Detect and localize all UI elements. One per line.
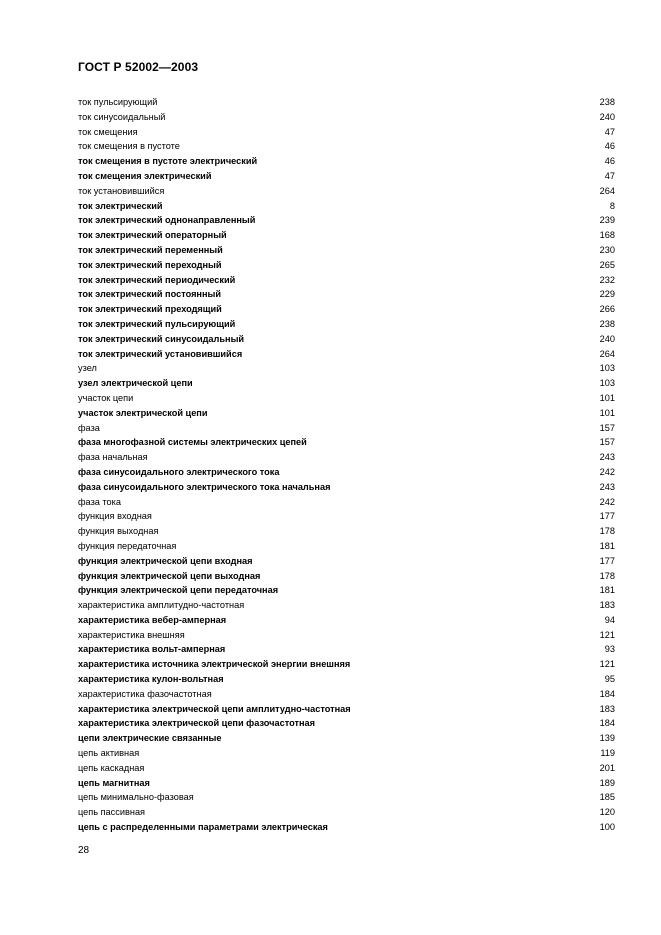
index-page-ref: 93: [604, 644, 615, 655]
document-header: ГОСТ Р 52002—2003: [78, 60, 199, 74]
index-page-ref: 264: [599, 185, 615, 196]
index-page-ref: 157: [599, 422, 615, 433]
alphabetical-index: [78, 95, 615, 835]
index-term: цепь пассивная: [78, 807, 146, 818]
index-term: характеристика источника электрической энергии внешняя: [78, 659, 351, 670]
index-term: ток смещения: [78, 126, 138, 137]
index-entry: [78, 125, 615, 140]
index-term: ток смещения в пустоте: [78, 141, 180, 152]
index-page-ref: 265: [599, 259, 615, 270]
index-entry: [78, 332, 615, 347]
index-term: ток смещения электрический: [78, 170, 212, 181]
index-page-ref: 8: [609, 200, 615, 211]
index-page-ref: 201: [599, 762, 615, 773]
index-page-ref: 94: [604, 614, 615, 625]
index-term: ток пульсирующий: [78, 97, 158, 107]
index-term: фаза начальная: [78, 452, 148, 463]
index-entry: [78, 450, 615, 465]
index-page-ref: 183: [599, 600, 615, 611]
index-page-ref: 101: [599, 407, 615, 418]
index-page-ref: 185: [599, 792, 615, 803]
index-page-ref: 101: [599, 392, 615, 403]
index-entry: [78, 228, 615, 243]
index-entry: [78, 258, 615, 273]
index-page-ref: 240: [599, 111, 615, 122]
index-entry: [78, 628, 615, 643]
index-page-ref: 139: [599, 733, 615, 744]
index-page-ref: 242: [599, 496, 615, 507]
index-term: цепь минимально-фазовая: [78, 792, 194, 803]
index-term: функция передаточная: [78, 540, 177, 551]
index-term: цепь с распределенными параметрами электрическая: [78, 822, 328, 833]
index-entry: [78, 672, 615, 687]
page-number: 28: [78, 845, 90, 856]
index-term: участок электрической цепи: [78, 407, 208, 418]
index-entry: [78, 820, 615, 835]
index-entry: [78, 716, 615, 731]
index-term: участок цепи: [78, 392, 134, 403]
index-entry: [78, 761, 615, 776]
index-page-ref: 168: [599, 230, 615, 241]
index-entry: [78, 287, 615, 302]
index-term: ток электрический операторный: [78, 230, 227, 241]
index-entry: [78, 687, 615, 702]
index-entry: [78, 524, 615, 539]
index-page-ref: 238: [599, 318, 615, 329]
index-entry: [78, 199, 615, 214]
index-entry: [78, 376, 615, 391]
index-term: характеристика электрической цепи фазочастотная: [78, 718, 315, 729]
index-page-ref: 264: [599, 348, 615, 359]
index-term: ток электрический постоянный: [78, 289, 222, 300]
index-page-ref: 46: [604, 141, 615, 152]
index-page-ref: 184: [599, 688, 615, 699]
index-page-ref: 181: [599, 540, 615, 551]
index-term: фаза: [78, 422, 100, 433]
index-entry: [78, 169, 615, 184]
index-entry: [78, 642, 615, 657]
index-entry: [78, 139, 615, 154]
index-entry: [78, 598, 615, 613]
index-page-ref: 232: [599, 274, 615, 285]
index-entry: [78, 554, 615, 569]
index-term: характеристика кулон-вольтная: [78, 674, 224, 685]
index-page-ref: 177: [599, 511, 615, 522]
index-term: цепь активная: [78, 748, 140, 759]
index-page-ref: 238: [599, 97, 615, 107]
index-entry: [78, 539, 615, 554]
index-term: функция выходная: [78, 526, 159, 537]
index-page-ref: 242: [599, 466, 615, 477]
index-entry: [78, 421, 615, 436]
index-term: ток электрический переменный: [78, 244, 223, 255]
index-term: фаза синусоидального электрического тока начальная: [78, 481, 331, 492]
index-term: узел электрической цепи: [78, 378, 193, 389]
index-page-ref: 121: [599, 659, 615, 670]
index-entry: [78, 95, 615, 110]
index-term: фаза многофазной системы электрических цепей: [78, 437, 307, 448]
index-entry: [78, 273, 615, 288]
index-term: ток электрический однонаправленный: [78, 215, 256, 226]
index-page-ref: 121: [599, 629, 615, 640]
index-page-ref: 103: [599, 363, 615, 374]
index-entry: [78, 790, 615, 805]
index-term: характеристика амплитудно-частотная: [78, 600, 245, 611]
index-term: ток синусоидальный: [78, 111, 166, 122]
index-page-ref: 177: [599, 555, 615, 566]
index-term: функция входная: [78, 511, 152, 522]
index-page-ref: 103: [599, 378, 615, 389]
index-term: фаза тока: [78, 496, 121, 507]
index-entry: [78, 361, 615, 376]
index-term: фаза синусоидального электрического тока: [78, 466, 280, 477]
index-page-ref: 100: [599, 822, 615, 833]
index-entry: [78, 243, 615, 258]
index-entry: [78, 569, 615, 584]
index-page-ref: 183: [599, 703, 615, 714]
index-entry: [78, 613, 615, 628]
index-term: характеристика внешняя: [78, 629, 185, 640]
index-term: характеристика вольт-амперная: [78, 644, 226, 655]
index-term: узел: [78, 363, 97, 374]
index-page-ref: 178: [599, 526, 615, 537]
index-page-ref: 184: [599, 718, 615, 729]
index-entry: [78, 495, 615, 510]
index-term: функция электрической цепи выходная: [78, 570, 261, 581]
index-term: цепь каскадная: [78, 762, 145, 773]
index-term: ток электрический: [78, 200, 163, 211]
index-term: ток смещения в пустоте электрический: [78, 156, 258, 167]
index-page-ref: 157: [599, 437, 615, 448]
index-entry: [78, 583, 615, 598]
index-entry: [78, 406, 615, 421]
index-term: функция электрической цепи входная: [78, 555, 253, 566]
index-entry: [78, 391, 615, 406]
index-page-ref: 243: [599, 481, 615, 492]
index-term: ток электрический преходящий: [78, 304, 222, 315]
index-page-ref: 230: [599, 244, 615, 255]
index-entry: [78, 509, 615, 524]
index-term: цепи электрические связанные: [78, 733, 222, 744]
index-page-ref: 47: [604, 170, 615, 181]
index-entry: [78, 731, 615, 746]
index-page-ref: 46: [604, 156, 615, 167]
index-term: характеристика фазочастотная: [78, 688, 212, 699]
index-page-ref: 95: [604, 674, 615, 685]
index-term: ток электрический периодический: [78, 274, 236, 285]
index-term: цепь магнитная: [78, 777, 150, 788]
index-page-ref: 120: [599, 807, 615, 818]
index-term: ток электрический пульсирующий: [78, 318, 236, 329]
index-entry: [78, 184, 615, 199]
index-page-ref: 47: [604, 126, 615, 137]
index-term: ток электрический синусоидальный: [78, 333, 245, 344]
index-entry: [78, 776, 615, 791]
index-entry: [78, 317, 615, 332]
index-term: ток электрический переходный: [78, 259, 222, 270]
index-page-ref: 229: [599, 289, 615, 300]
index-entry: [78, 702, 615, 717]
index-entry: [78, 302, 615, 317]
index-entry: [78, 435, 615, 450]
index-page-ref: 181: [599, 585, 615, 596]
index-entry: [78, 480, 615, 495]
index-entry: [78, 347, 615, 362]
index-entry: [78, 154, 615, 169]
index-entry: [78, 110, 615, 125]
index-term: ток электрический установившийся: [78, 348, 243, 359]
index-term: характеристика электрической цепи амплитудно-частотная: [78, 703, 351, 714]
index-page-ref: 189: [599, 777, 615, 788]
index-entry: [78, 465, 615, 480]
index-page-ref: 266: [599, 304, 615, 315]
index-page-ref: 243: [599, 452, 615, 463]
index-entry: [78, 657, 615, 672]
index-page-ref: 119: [600, 748, 615, 759]
index-entry: [78, 805, 615, 820]
index-page-ref: 240: [599, 333, 615, 344]
index-entry: [78, 213, 615, 228]
index-page-ref: 239: [599, 215, 615, 226]
index-term: ток установившийся: [78, 185, 165, 196]
index-page-ref: 178: [599, 570, 615, 581]
index-term: характеристика вебер-амперная: [78, 614, 227, 625]
index-entry: [78, 746, 615, 761]
index-term: функция электрической цепи передаточная: [78, 585, 279, 596]
